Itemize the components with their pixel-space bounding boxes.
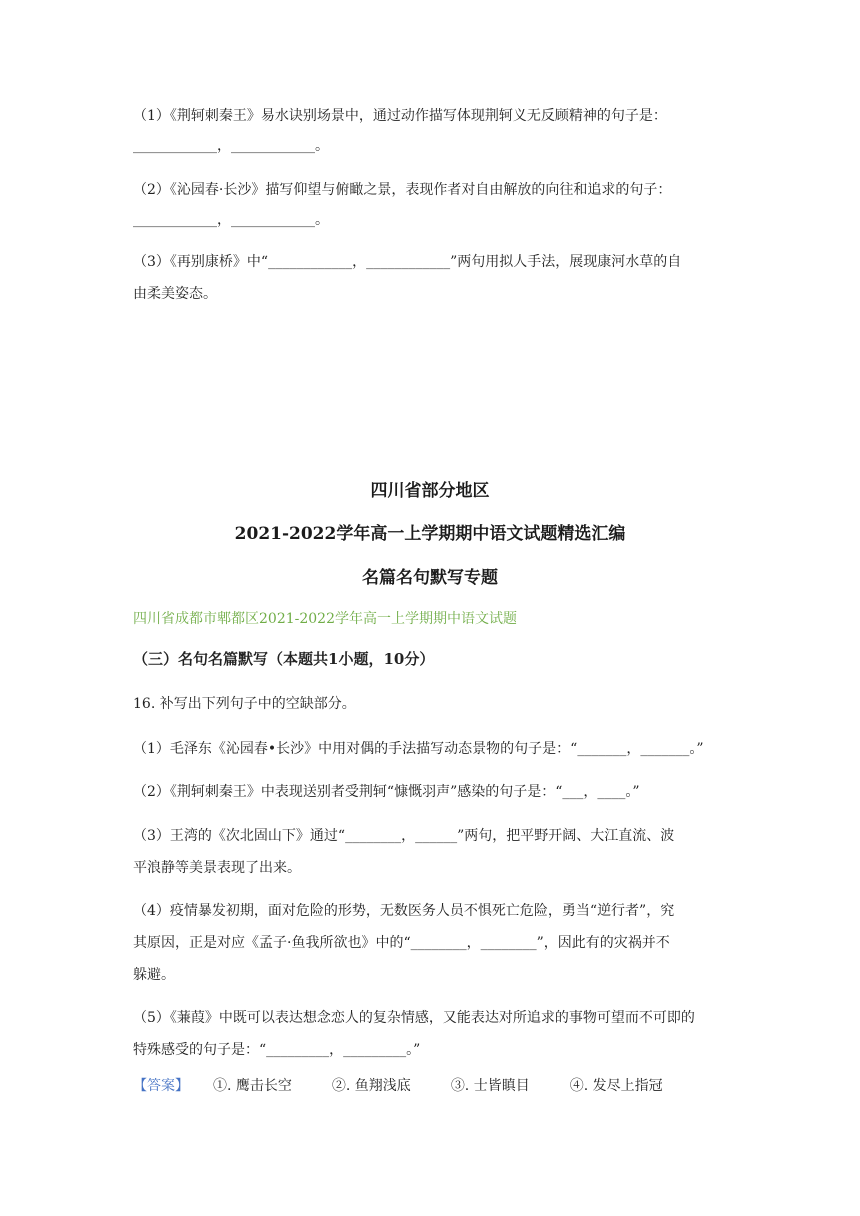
- question-item-5-cont: 特殊感受的句子是：“_________，_________。”: [133, 1042, 421, 1058]
- top-q3-line2: 由柔美姿态。: [133, 286, 217, 302]
- question-item-3: （3）王湾的《次北固山下》通过“________，______”两句，把平野开阔、大江直流、波: [133, 828, 675, 844]
- answer-item-4: ④. 发尽上指冠: [569, 1078, 663, 1094]
- top-q1-line2: ____________，____________。: [133, 138, 329, 154]
- question-item-2: （2）《荆轲刺秦王》中表现送别者受荆轲“慷慨羽声”感染的句子是：“___，____。”: [133, 784, 640, 800]
- section-title: （三）名句名篇默写（本题共1小题，10分）: [133, 650, 435, 668]
- answer-item-3: ③. 士皆瞋目: [450, 1078, 530, 1094]
- answer-item-2: ②. 鱼翔浅底: [331, 1078, 411, 1094]
- question-item-5: （5）《蒹葭》中既可以表达想念恋人的复杂情感，又能表达对所追求的事物可望而不可即的: [133, 1010, 695, 1026]
- top-q2-line1: （2）《沁园春·长沙》描写仰望与俯瞰之景，表现作者对自由解放的向往和追求的句子：: [133, 182, 672, 198]
- question-item-4: （4）疫情暴发初期，面对危险的形势，无数医务人员不惧死亡危险，勇当“逆行者”，究: [133, 903, 675, 919]
- question-stem: 16. 补写出下列句子中的空缺部分。: [133, 696, 356, 712]
- answer-label: 【答案】: [133, 1078, 189, 1094]
- source-line: 四川省成都市郫都区2021-2022学年高一上学期期中语文试题: [133, 611, 517, 627]
- top-q3-line1: （3）《再别康桥》中“____________，____________”两句用拟人手法，展现康河水草的自: [133, 254, 682, 270]
- question-item-4-cont: 其原因，正是对应《孟子·鱼我所欲也》中的“________，________”，因此有的灾祸并不: [133, 935, 670, 951]
- heading-region: 四川省部分地区: [370, 481, 490, 501]
- question-item-1: （1）毛泽东《沁园春•长沙》中用对偶的手法描写动态景物的句子是：“_______，_______。”: [133, 741, 704, 757]
- question-item-4-end: 躲避。: [133, 967, 175, 983]
- answer-item-1: ①. 鹰击长空: [213, 1078, 292, 1094]
- answer-row: [133, 1076, 733, 1096]
- top-q2-line2: ____________，____________。: [133, 212, 329, 228]
- heading-topic: 名篇名句默写专题: [362, 568, 498, 588]
- heading-title: 2021-2022学年高一上学期期中语文试题精选汇编: [234, 524, 626, 544]
- top-q1-line1: （1）《荆轲刺秦王》易水诀别场景中，通过动作描写体现荆轲义无反顾精神的句子是：: [133, 108, 667, 124]
- question-item-3-cont: 平浪静等美景表现了出来。: [133, 860, 301, 876]
